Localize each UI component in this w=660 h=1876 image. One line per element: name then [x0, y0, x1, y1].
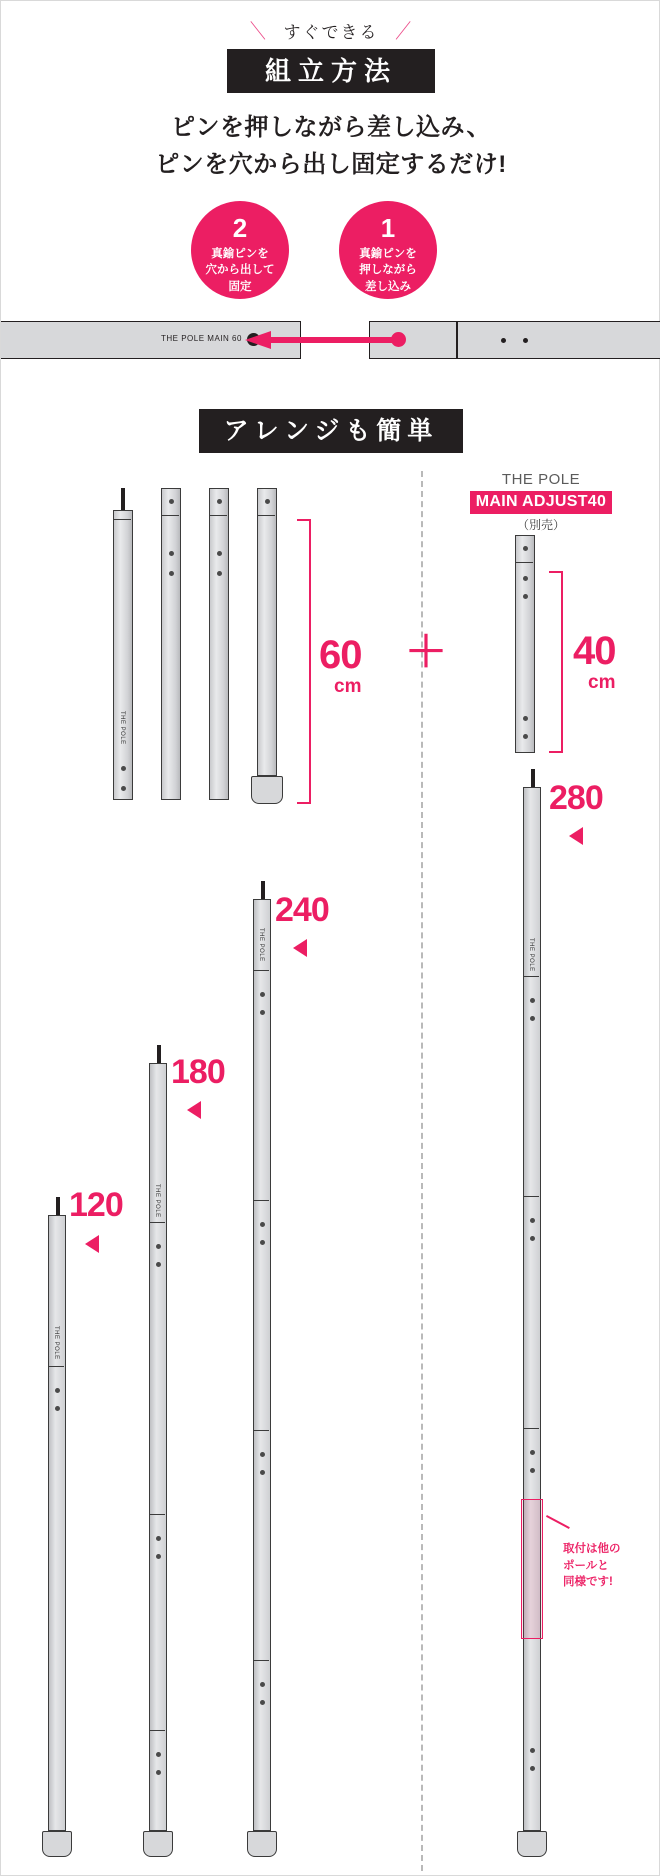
pole-ring	[150, 1514, 165, 1515]
pole-180	[149, 1063, 167, 1831]
pole-hole-icon	[523, 716, 528, 721]
pole-hole-icon	[523, 546, 528, 551]
pole-hole-icon	[260, 1010, 265, 1015]
length-label-280: 280	[549, 779, 603, 817]
lead-copy	[1, 109, 660, 183]
step-2-text	[191, 246, 289, 295]
adjust40-highlight	[521, 1499, 543, 1639]
pole-tip-icon	[121, 488, 125, 510]
pole-print-vertical: THE POLE	[528, 938, 534, 972]
pole-tip-icon	[56, 1197, 60, 1215]
pole-hole-icon	[121, 766, 126, 771]
step-circle-1	[339, 201, 437, 299]
measure-60-unit: cm	[334, 676, 362, 697]
pole-ring	[150, 1222, 165, 1223]
pole-foot-icon	[247, 1831, 277, 1857]
pointer-triangle-icon	[293, 939, 307, 957]
pole-ring	[524, 1196, 539, 1197]
note-line-1: 取付は他の	[563, 1543, 621, 1555]
length-label-120: 120	[69, 1186, 123, 1224]
pole-hole-icon	[530, 1766, 535, 1771]
pole-hole-icon	[156, 1262, 161, 1267]
pole-hole-icon	[530, 1748, 535, 1753]
step-1-text	[339, 246, 437, 295]
note-leader-line	[546, 1515, 570, 1529]
note-text	[563, 1541, 641, 1591]
product-brand: THE POLE	[501, 471, 581, 488]
pole-hole-icon	[501, 338, 506, 343]
pole-hole-icon	[156, 1770, 161, 1775]
measure-40-value: 40	[573, 629, 616, 673]
product-name: MAIN ADJUST40	[470, 491, 612, 514]
note-line-2: ポールと	[563, 1559, 609, 1572]
measure-40-unit: cm	[588, 672, 616, 693]
pole-hole-icon	[523, 338, 528, 343]
pole-adjust-40	[515, 535, 535, 753]
pole-hole-icon	[55, 1388, 60, 1393]
pole-hole-icon	[530, 1016, 535, 1021]
lead-line-2: ピンを穴から出し固定するだけ!	[155, 151, 507, 179]
pole-segment-right	[457, 321, 660, 359]
pole-hole-icon	[217, 499, 222, 504]
measure-60-value: 60	[319, 633, 362, 677]
measure-label-40	[573, 631, 616, 692]
pole-ring	[524, 1428, 539, 1429]
length-label-240: 240	[275, 891, 329, 929]
pointer-triangle-icon	[187, 1101, 201, 1119]
product-note: （別売）	[516, 518, 565, 532]
pole-60-a	[113, 510, 133, 800]
pole-tip-icon	[531, 769, 535, 787]
pole-ring	[254, 1660, 269, 1661]
pole-hole-icon	[260, 992, 265, 997]
step-2-number: 2	[232, 213, 248, 243]
measure-bracket-40	[549, 571, 563, 753]
pole-print-vertical: THE POLE	[154, 1184, 160, 1218]
product-label	[441, 471, 641, 533]
lead-line-1: ピンを押しながら差し込み、	[171, 114, 491, 141]
slash-right-icon: ／	[390, 21, 418, 43]
pole-tip-icon	[157, 1045, 161, 1063]
pole-ring	[114, 519, 131, 520]
pole-hole-icon	[169, 551, 174, 556]
step-2-line-1: 真鍮ピンを	[211, 248, 269, 260]
measure-label-60	[319, 635, 362, 696]
pole-hole-icon	[530, 1236, 535, 1241]
step-1-line-1: 真鍮ピンを	[359, 248, 417, 260]
eyebrow-text	[1, 15, 660, 44]
pole-ring	[162, 515, 179, 516]
pole-hole-icon	[260, 1470, 265, 1475]
pole-ring	[254, 1200, 269, 1201]
direction-arrow-icon	[245, 331, 395, 349]
pole-ring	[254, 970, 269, 971]
pole-hole-icon	[530, 1450, 535, 1455]
note-line-3: 同様です!	[563, 1576, 613, 1589]
pole-hole-icon	[156, 1536, 161, 1541]
pole-ring	[254, 1430, 269, 1431]
pole-120	[48, 1215, 66, 1831]
pole-hole-icon	[156, 1752, 161, 1757]
pole-60-c	[209, 488, 229, 800]
pole-60-d	[257, 488, 277, 776]
section-title-assembly: 組立方法	[227, 49, 435, 93]
pole-print-text: THE POLE MAIN 60	[161, 334, 242, 343]
pole-print-vertical: THE POLE	[119, 711, 125, 745]
step-1-line-3: 差し込み	[365, 280, 411, 293]
pole-240	[253, 899, 271, 1831]
step-circle-2	[191, 201, 289, 299]
pole-hole-icon	[55, 1406, 60, 1411]
pole-foot-icon	[143, 1831, 173, 1857]
pole-hole-icon	[169, 571, 174, 576]
pole-hole-icon	[260, 1222, 265, 1227]
pole-hole-icon	[523, 576, 528, 581]
pole-hole-icon	[523, 734, 528, 739]
pole-hole-icon	[530, 1218, 535, 1223]
pole-280	[523, 787, 541, 1831]
pole-foot-icon	[517, 1831, 547, 1857]
pole-hole-icon	[260, 1700, 265, 1705]
pole-ring	[49, 1366, 64, 1367]
pole-foot-icon	[42, 1831, 72, 1857]
pole-hole-icon	[260, 1682, 265, 1687]
section-title-arrange: アレンジも簡単	[199, 409, 463, 453]
pointer-triangle-icon	[569, 827, 583, 845]
pole-ring	[516, 562, 533, 563]
pole-ring	[210, 515, 227, 516]
measure-bracket-60	[297, 519, 311, 804]
pole-hole-icon	[169, 499, 174, 504]
pole-print-vertical: THE POLE	[258, 928, 264, 962]
pole-hole-icon	[121, 786, 126, 791]
step-1-number: 1	[380, 213, 396, 243]
pole-hole-icon	[217, 551, 222, 556]
pole-60-b	[161, 488, 181, 800]
step-1-line-2: 押しながら	[359, 264, 417, 277]
pole-hole-icon	[217, 571, 222, 576]
divider-dashed	[421, 471, 423, 1871]
pole-ring	[524, 976, 539, 977]
pole-hole-icon	[260, 1452, 265, 1457]
pole-hole-icon	[523, 594, 528, 599]
pointer-triangle-icon	[85, 1235, 99, 1253]
pole-hole-icon	[156, 1244, 161, 1249]
pole-tip-icon	[261, 881, 265, 899]
pole-hole-icon	[156, 1554, 161, 1559]
step-2-line-2: 穴から出して	[205, 264, 275, 277]
eyebrow-label: すぐできる	[283, 23, 379, 42]
pole-ring	[258, 515, 275, 516]
pole-ring	[150, 1730, 165, 1731]
length-label-180: 180	[171, 1053, 225, 1091]
pole-hole-icon	[260, 1240, 265, 1245]
pole-hole-icon	[265, 499, 270, 504]
pole-hole-icon	[530, 1468, 535, 1473]
pole-foot-icon	[251, 776, 283, 804]
plus-sign: ＋	[405, 628, 448, 675]
pole-hole-icon	[530, 998, 535, 1003]
pole-print-vertical: THE POLE	[53, 1326, 59, 1360]
slash-left-icon: ＼	[244, 21, 272, 43]
step-2-line-3: 固定	[228, 280, 252, 293]
